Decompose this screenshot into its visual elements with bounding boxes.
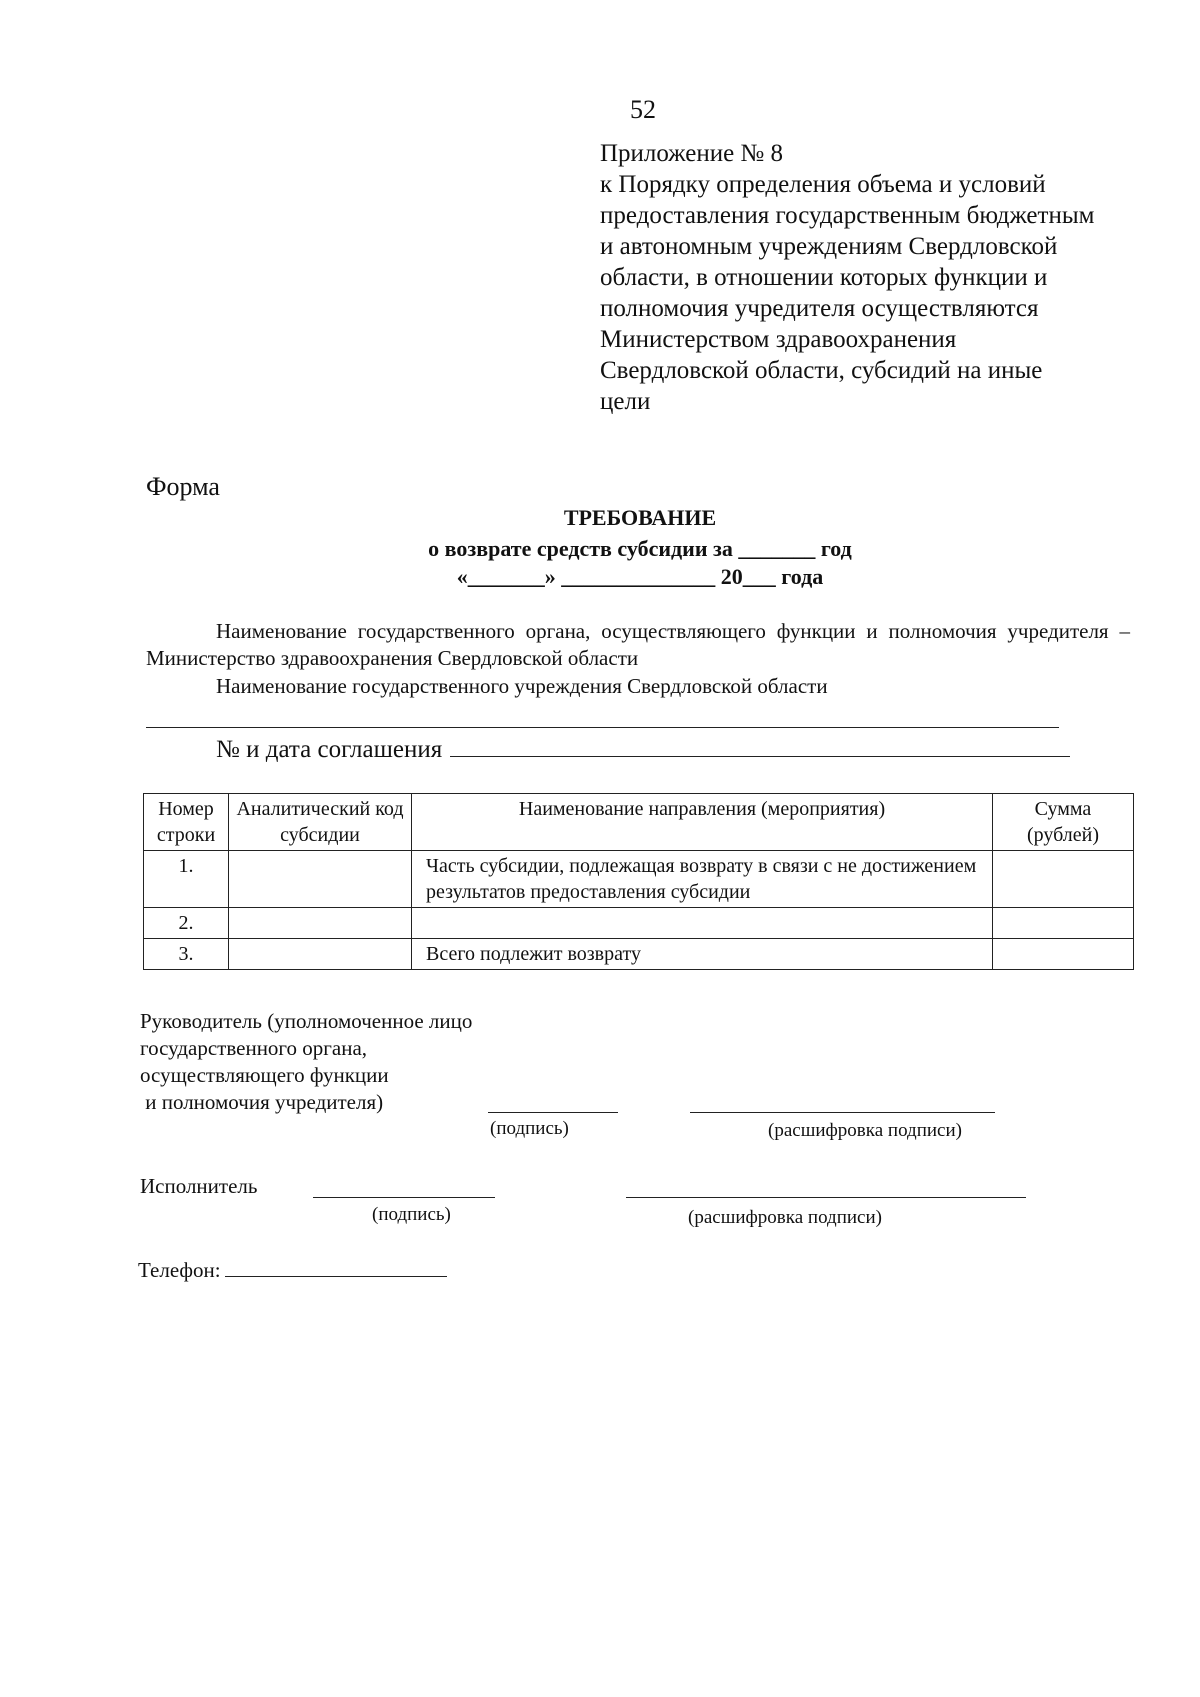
authority-paragraph: Наименование государственного органа, осуществляющего функции и полномочия учредителя – Министерство здравоохранения Свердловской области [146,619,1130,670]
header-row-number: Номер строки [144,794,229,851]
executor-decode-caption: (расшифровка подписи) [688,1207,882,1228]
appendix-line: цели [600,388,651,415]
head-signatory-label [140,1008,472,1116]
phone-field [138,1256,447,1283]
table-row [144,851,1134,908]
table-row [144,939,1134,970]
appendix-line: предоставления государственным бюджетным [600,202,1095,229]
head-decode-caption: (расшифровка подписи) [768,1120,962,1141]
agreement-label: № и дата соглашения [216,736,443,763]
row-code-cell[interactable] [229,939,412,970]
appendix-line: к Порядку определения объема и условий [600,171,1046,198]
appendix-line: области, в отношении которых функции и [600,264,1048,291]
institution-fill-line[interactable] [146,727,1059,728]
date-line: «_______» ______________ 20___ года [456,564,824,589]
agreement-fill-line[interactable] [450,734,1070,757]
row-number: 2. [144,908,229,939]
head-signature-caption: (подпись) [490,1118,569,1139]
agreement-field [216,734,1070,764]
row-name-cell: Всего подлежит возврату [412,939,993,970]
row-number: 1. [144,851,229,908]
row-code-cell[interactable] [229,851,412,908]
head-decode-line[interactable] [690,1112,995,1113]
table-row [144,908,1134,939]
form-label: Форма [146,472,220,501]
appendix-line: Приложение № 8 [600,140,784,167]
phone-fill-line[interactable] [225,1256,447,1277]
document-title: ТРЕБОВАНИЕ [563,505,717,530]
row-name-cell[interactable] [412,908,993,939]
appendix-line: и автономным учреждениям Свердловской [600,233,1058,260]
row-sum-cell[interactable] [993,908,1134,939]
appendix-header [600,138,1120,417]
institution-paragraph: Наименование государственного учреждения Свердловской области [216,674,828,698]
phone-label: Телефон: [138,1258,221,1282]
document-subtitle: о возврате средств субсидии за _______ год [428,536,852,561]
appendix-line: полномочия учредителя осуществляются [600,295,1039,322]
row-code-cell[interactable] [229,908,412,939]
head-signature-line[interactable] [488,1112,618,1113]
appendix-line: Свердловской области, субсидий на иные [600,357,1043,384]
table-header-row [144,794,1134,851]
executor-signature-line[interactable] [313,1197,495,1198]
executor-label: Исполнитель [140,1174,258,1198]
page-number: 52 [630,95,656,124]
head-signatory-line: Руководитель (уполномоченное лицо [140,1009,473,1033]
header-direction-name: Наименование направления (мероприятия) [412,794,993,851]
appendix-line: Министерством здравоохранения [600,326,957,353]
head-signatory-line: и полномочия учредителя) [140,1090,384,1114]
header-sum: Сумма (рублей) [993,794,1134,851]
executor-decode-line[interactable] [626,1197,1026,1198]
executor-signature-caption: (подпись) [372,1204,451,1225]
row-sum-cell[interactable] [993,939,1134,970]
row-name-cell: Часть субсидии, подлежащая возврату в связи с не достижением результатов предоставления субсидии [412,851,993,908]
refund-table [143,793,1134,970]
row-number: 3. [144,939,229,970]
head-signatory-line: осуществляющего функции [140,1063,389,1087]
row-sum-cell[interactable] [993,851,1134,908]
head-signatory-line: государственного органа, [140,1036,368,1060]
header-analytic-code: Аналитический код субсидии [229,794,412,851]
